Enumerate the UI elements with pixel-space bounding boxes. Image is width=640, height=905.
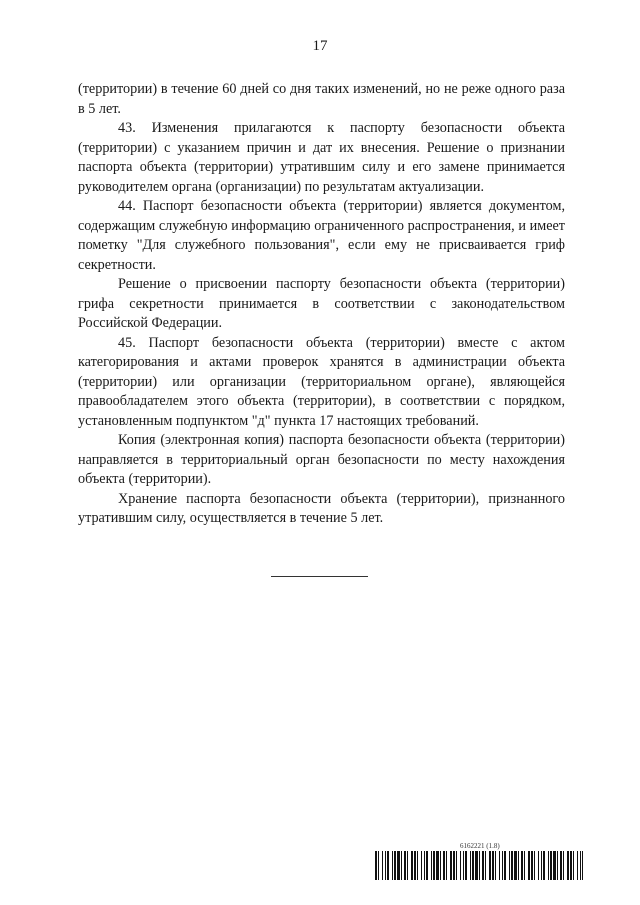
barcode-image xyxy=(375,851,583,880)
paragraph-storage: Хранение паспорта безопасности объекта (территории), признанного утратившим силу, осуществляется в течение 5 лет. xyxy=(78,490,565,526)
paragraph-copy-sending: Копия (электронная копия) паспорта безопасности объекта (территории) направляется в территориальный орган безопасности по месту нахождения объекта (территории). xyxy=(78,432,565,487)
document-body xyxy=(78,80,565,529)
page-number: 17 xyxy=(312,38,328,54)
paragraph-secrecy-decision: Решение о присвоении паспорту безопасности объекта (территории) грифа секретности принимается в соответствии с законодательством Российской Федерации. xyxy=(78,276,565,331)
paragraph-item-44: 44. Паспорт безопасности объекта (территории) является документом, содержащим служебную информацию ограниченного распространения, и имеет пометку "Для служебного пользования", если ему не присваивается гриф секретности. xyxy=(78,198,565,273)
paragraph-item-43: 43. Изменения прилагаются к паспорту безопасности объекта (территории) с указанием причин и дат их внесения. Решение о признании паспорта объекта (территории) утратившим силу и его замене принимается руководителем органа (организации) по результатам актуализации. xyxy=(78,120,565,195)
end-of-text-rule xyxy=(271,576,368,577)
paragraph-item-45: 45. Паспорт безопасности объекта (территории) вместе с актом категорирования и актами проверок хранятся в администрации объекта (территории) или организации (территориальном органе), являющейся правообладателем этого объекта (территории), в соответствии с порядком, установленным подпунктом "д" пункта 17 настоящих требований. xyxy=(78,334,565,429)
barcode-code-label: 6162221 (1.8) xyxy=(460,842,500,850)
paragraph-continuation: (территории) в течение 60 дней со дня таких изменений, но не реже одного раза в 5 лет. xyxy=(78,81,565,117)
